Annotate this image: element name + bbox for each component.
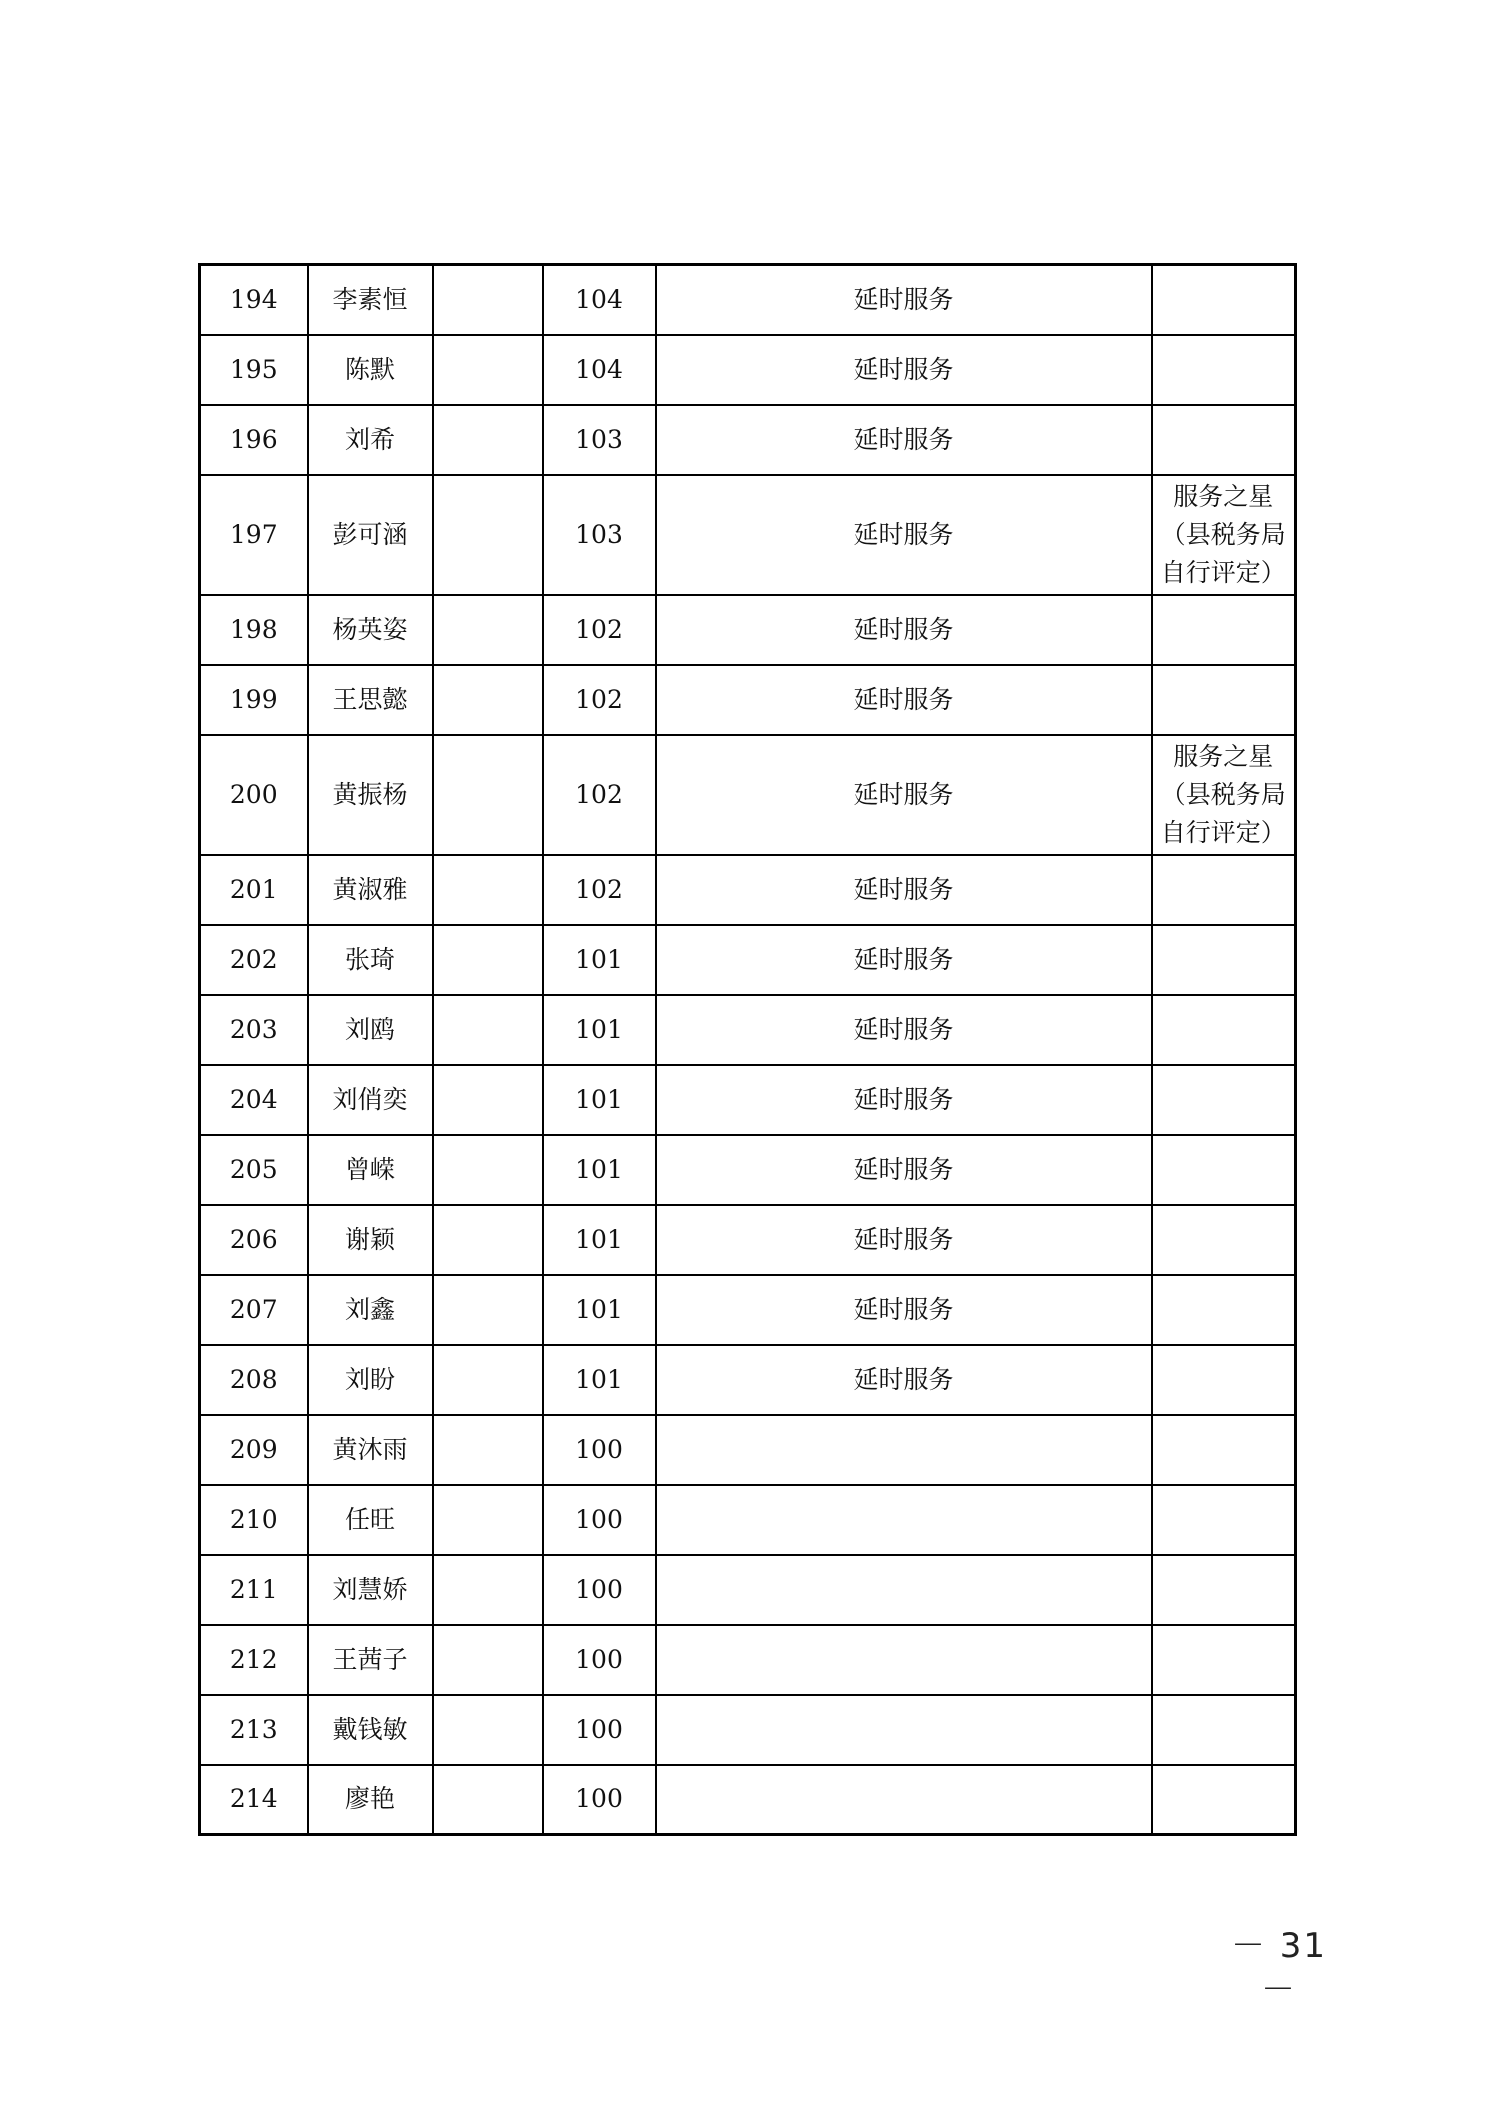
score-cell: 100: [543, 1625, 656, 1695]
note-cell: [1152, 1345, 1296, 1415]
table-row: [200, 335, 1296, 405]
name-cell: 廖艳: [308, 1765, 433, 1835]
blank-cell: [433, 405, 543, 475]
name-cell: 张琦: [308, 925, 433, 995]
name-cell: 谢颖: [308, 1205, 433, 1275]
note-cell: [1152, 475, 1296, 595]
blank-cell: [433, 475, 543, 595]
name-cell: 刘希: [308, 405, 433, 475]
row-number-cell: 213: [200, 1695, 308, 1765]
item-cell: 延时服务: [656, 855, 1152, 925]
table-row: [200, 1415, 1296, 1485]
item-cell: 延时服务: [656, 475, 1152, 595]
item-cell: [656, 1555, 1152, 1625]
name-cell: 陈默: [308, 335, 433, 405]
note-cell: [1152, 735, 1296, 855]
score-cell: 100: [543, 1695, 656, 1765]
item-cell: 延时服务: [656, 595, 1152, 665]
blank-cell: [433, 1765, 543, 1835]
row-number-cell: 207: [200, 1275, 308, 1345]
name-cell: 刘盼: [308, 1345, 433, 1415]
name-cell: 曾嵘: [308, 1135, 433, 1205]
item-cell: 延时服务: [656, 665, 1152, 735]
item-cell: [656, 1765, 1152, 1835]
table-row: [200, 1135, 1296, 1205]
item-cell: [656, 1415, 1152, 1485]
note-line: （县税务局: [1160, 779, 1286, 809]
score-cell: 104: [543, 335, 656, 405]
note-line: 自行评定）: [1160, 817, 1286, 847]
row-number-cell: 210: [200, 1485, 308, 1555]
blank-cell: [433, 1345, 543, 1415]
table-row: [200, 855, 1296, 925]
name-cell: 李素恒: [308, 265, 433, 335]
item-cell: 延时服务: [656, 925, 1152, 995]
score-cell: 103: [543, 405, 656, 475]
table-row: [200, 1065, 1296, 1135]
table-row: [200, 995, 1296, 1065]
page-number: － 31 －: [1230, 1926, 1328, 2010]
note-cell: [1152, 1275, 1296, 1345]
note-cell: [1152, 335, 1296, 405]
item-cell: [656, 1695, 1152, 1765]
blank-cell: [433, 1275, 543, 1345]
item-cell: 延时服务: [656, 335, 1152, 405]
blank-cell: [433, 1065, 543, 1135]
row-number-cell: 208: [200, 1345, 308, 1415]
note-cell: [1152, 1485, 1296, 1555]
table-row: [200, 735, 1296, 855]
note-cell: [1152, 1135, 1296, 1205]
blank-cell: [433, 1415, 543, 1485]
blank-cell: [433, 1555, 543, 1625]
table-row: [200, 1625, 1296, 1695]
item-cell: 延时服务: [656, 735, 1152, 855]
note-cell: [1152, 995, 1296, 1065]
row-number-cell: 205: [200, 1135, 308, 1205]
table-row: [200, 595, 1296, 665]
row-number-cell: 209: [200, 1415, 308, 1485]
blank-cell: [433, 1485, 543, 1555]
name-cell: 杨英姿: [308, 595, 433, 665]
row-number-cell: 199: [200, 665, 308, 735]
score-cell: 101: [543, 1065, 656, 1135]
row-number-cell: 198: [200, 595, 308, 665]
item-cell: 延时服务: [656, 1065, 1152, 1135]
item-cell: [656, 1485, 1152, 1555]
note-cell: [1152, 1065, 1296, 1135]
row-number-cell: 201: [200, 855, 308, 925]
table-row: [200, 1695, 1296, 1765]
table-row: [200, 475, 1296, 595]
blank-cell: [433, 995, 543, 1065]
score-cell: 101: [543, 1275, 656, 1345]
score-cell: 100: [543, 1415, 656, 1485]
blank-cell: [433, 335, 543, 405]
note-line: 自行评定）: [1160, 557, 1286, 587]
item-cell: 延时服务: [656, 1205, 1152, 1275]
note-cell: [1152, 665, 1296, 735]
table-row: [200, 1275, 1296, 1345]
row-number-cell: 203: [200, 995, 308, 1065]
score-cell: 101: [543, 1135, 656, 1205]
blank-cell: [433, 855, 543, 925]
table-row: [200, 1765, 1296, 1835]
score-cell: 100: [543, 1485, 656, 1555]
row-number-cell: 194: [200, 265, 308, 335]
name-cell: 刘俏奕: [308, 1065, 433, 1135]
note-line: 服务之星: [1173, 741, 1274, 771]
row-number-cell: 197: [200, 475, 308, 595]
note-cell: [1152, 595, 1296, 665]
note-cell: [1152, 925, 1296, 995]
note-line: 服务之星: [1173, 481, 1274, 511]
note-cell: [1152, 1555, 1296, 1625]
table-row: [200, 665, 1296, 735]
roster-table-body: [200, 265, 1296, 1835]
note-cell: [1152, 1415, 1296, 1485]
note-cell: [1152, 265, 1296, 335]
item-cell: 延时服务: [656, 1135, 1152, 1205]
score-cell: 102: [543, 735, 656, 855]
row-number-cell: 204: [200, 1065, 308, 1135]
table-row: [200, 1345, 1296, 1415]
score-cell: 100: [543, 1555, 656, 1625]
note-line: （县税务局: [1160, 519, 1286, 549]
score-cell: 102: [543, 665, 656, 735]
score-cell: 104: [543, 265, 656, 335]
score-cell: 101: [543, 925, 656, 995]
score-cell: 101: [543, 1205, 656, 1275]
note-cell: [1152, 1625, 1296, 1695]
row-number-cell: 214: [200, 1765, 308, 1835]
row-number-cell: 212: [200, 1625, 308, 1695]
score-cell: 103: [543, 475, 656, 595]
name-cell: 黄沐雨: [308, 1415, 433, 1485]
blank-cell: [433, 265, 543, 335]
note-cell: [1152, 1205, 1296, 1275]
table-row: [200, 405, 1296, 475]
row-number-cell: 206: [200, 1205, 308, 1275]
blank-cell: [433, 595, 543, 665]
item-cell: 延时服务: [656, 405, 1152, 475]
note-cell: [1152, 1695, 1296, 1765]
item-cell: [656, 1625, 1152, 1695]
name-cell: 任旺: [308, 1485, 433, 1555]
table-row: [200, 265, 1296, 335]
name-cell: 彭可涵: [308, 475, 433, 595]
item-cell: 延时服务: [656, 995, 1152, 1065]
name-cell: 刘鑫: [308, 1275, 433, 1345]
name-cell: 刘鸥: [308, 995, 433, 1065]
note-cell: [1152, 405, 1296, 475]
item-cell: 延时服务: [656, 1345, 1152, 1415]
name-cell: 戴钱敏: [308, 1695, 433, 1765]
row-number-cell: 211: [200, 1555, 308, 1625]
roster-table: [198, 263, 1297, 1836]
name-cell: 黄淑雅: [308, 855, 433, 925]
table-row: [200, 1485, 1296, 1555]
blank-cell: [433, 665, 543, 735]
blank-cell: [433, 1695, 543, 1765]
table-row: [200, 925, 1296, 995]
item-cell: 延时服务: [656, 1275, 1152, 1345]
score-cell: 101: [543, 1345, 656, 1415]
name-cell: 王思懿: [308, 665, 433, 735]
row-number-cell: 202: [200, 925, 308, 995]
name-cell: 刘慧娇: [308, 1555, 433, 1625]
blank-cell: [433, 735, 543, 855]
score-cell: 102: [543, 855, 656, 925]
blank-cell: [433, 1625, 543, 1695]
score-cell: 101: [543, 995, 656, 1065]
table-row: [200, 1205, 1296, 1275]
row-number-cell: 200: [200, 735, 308, 855]
name-cell: 黄振杨: [308, 735, 433, 855]
blank-cell: [433, 1205, 543, 1275]
blank-cell: [433, 925, 543, 995]
score-cell: 100: [543, 1765, 656, 1835]
name-cell: 王茜子: [308, 1625, 433, 1695]
row-number-cell: 195: [200, 335, 308, 405]
note-cell: [1152, 855, 1296, 925]
note-cell: [1152, 1765, 1296, 1835]
row-number-cell: 196: [200, 405, 308, 475]
score-cell: 102: [543, 595, 656, 665]
item-cell: 延时服务: [656, 265, 1152, 335]
table-row: [200, 1555, 1296, 1625]
blank-cell: [433, 1135, 543, 1205]
